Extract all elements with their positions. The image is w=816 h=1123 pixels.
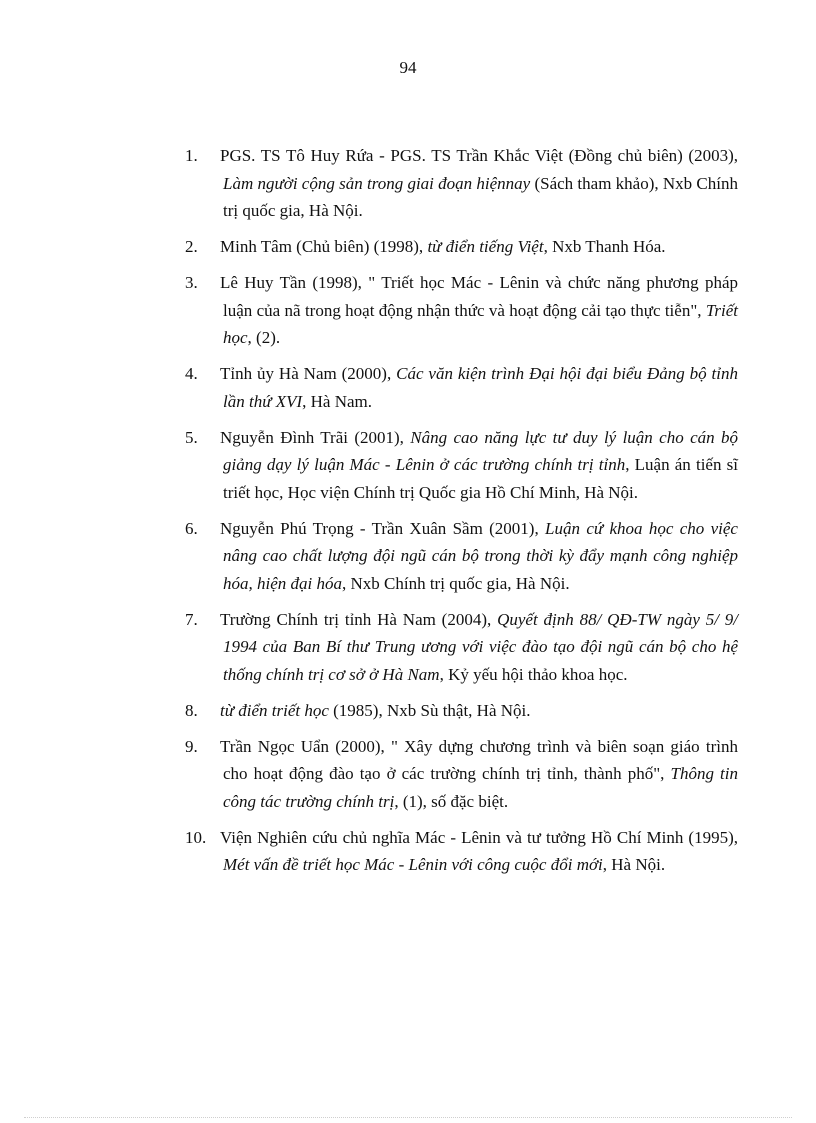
- reference-title: từ điển triết học: [220, 700, 329, 720]
- page-number: 94: [399, 58, 417, 77]
- reference-title: Luận cứ khoa học cho việc nâng cao chất lượng đội ngũ cán bộ trong thời kỳ đẩy mạnh công nghiệp hóa, hiện đại hóa: [223, 518, 738, 593]
- reference-text: , Hà Nội.: [602, 855, 666, 874]
- reference-item: [150, 269, 738, 352]
- reference-text: (1985), Nxb Sù thật, Hà Nội.: [328, 700, 531, 720]
- reference-text: PGS. TS Tô Huy Rứa - PGS. TS Trần Khắc Việt (Đồng chủ biên) (2003),: [220, 146, 738, 165]
- reference-item: [150, 233, 738, 261]
- reference-text: Lê Huy Tần (1998), " Triết học Mác - Lênin và chức năng phương pháp luận của nã trong hoạt động nhận thức và hoạt động cải tạo thực tiễn",: [220, 273, 738, 320]
- reference-text: Trường Chính trị tỉnh Hà Nam (2004),: [220, 609, 498, 629]
- reference-number: 6.: [185, 518, 198, 538]
- reference-item: [150, 606, 738, 689]
- reference-text: Viện Nghiên cứu chủ nghĩa Mác - Lênin và tư tưởng Hồ Chí Minh (1995),: [220, 827, 738, 847]
- reference-text: Trần Ngọc Uẩn (2000), " Xây dựng chương trình và biên soạn giáo trình cho hoạt động đào tạo ở các trường chính trị tỉnh, thành phố",: [220, 736, 738, 783]
- reference-title: Thông tin công tác trường chính trị: [223, 764, 739, 811]
- reference-list: [150, 142, 738, 887]
- reference-item: [150, 824, 738, 879]
- reference-item: [150, 733, 738, 816]
- reference-title: Các văn kiện trình Đại hội đại biểu Đảng bộ tỉnh lần thứ XVI: [223, 364, 738, 411]
- reference-text: Minh Tâm (Chủ biên) (1998),: [220, 237, 428, 256]
- reference-title: Làm người cộng sản trong giai đoạn hiệnnay: [223, 173, 531, 193]
- reference-number: 7.: [185, 609, 198, 629]
- reference-number: 10.: [185, 827, 207, 847]
- page-bottom-divider: [24, 1117, 792, 1118]
- reference-text: , Nxb Chính trị quốc gia, Hà Nội.: [342, 573, 570, 593]
- reference-text: , Hà Nam.: [302, 391, 373, 411]
- reference-text: , Kỷ yếu hội thảo khoa học.: [439, 664, 628, 684]
- reference-text: , (1), số đặc biệt.: [394, 791, 509, 811]
- reference-number: 3.: [185, 273, 198, 292]
- reference-number: 1.: [185, 146, 198, 165]
- reference-title: Quyết định 88/ QĐ-TW ngày 5/ 9/ 1994 của Ban Bí thư Trung ương với việc đào tạo đội ngũ cán bộ cho hệ thống chính trị cơ sở ở Hà Nam: [223, 609, 738, 684]
- reference-number: 8.: [185, 700, 198, 720]
- reference-title: từ điển tiếng Việt: [427, 237, 544, 256]
- reference-title: Mét vấn đề triết học Mác - Lênin với công cuộc đổi mới: [223, 855, 603, 874]
- reference-number: 2.: [185, 237, 198, 256]
- reference-text: , Nxb Thanh Hóa.: [543, 237, 666, 256]
- reference-title: Triết học: [223, 300, 738, 347]
- reference-text: Nguyễn Phú Trọng - Trần Xuân Sầm (2001),: [220, 518, 546, 538]
- reference-item: [150, 424, 738, 507]
- reference-text: , Luận án tiến sĩ triết học, Học viện Chính trị Quốc gia Hồ Chí Minh, Hà Nội.: [223, 455, 738, 502]
- reference-text: (Sách tham khảo), Nxb Chính trị quốc gia, Hà Nội.: [223, 173, 738, 220]
- reference-item: [150, 697, 738, 725]
- reference-item: [150, 360, 738, 415]
- reference-item: [150, 142, 738, 225]
- reference-number: 9.: [185, 736, 198, 756]
- reference-item: [150, 515, 738, 598]
- reference-number: 4.: [185, 364, 198, 383]
- reference-number: 5.: [185, 427, 198, 447]
- reference-text: Tỉnh ủy Hà Nam (2000),: [220, 364, 397, 383]
- reference-text: Nguyễn Đình Trãi (2001),: [220, 427, 411, 447]
- reference-title: Nâng cao năng lực tư duy lý luận cho cán bộ giảng dạy lý luận Mác - Lênin ở các trường chính trị tỉnh: [223, 427, 738, 474]
- reference-text: , (2).: [247, 328, 281, 347]
